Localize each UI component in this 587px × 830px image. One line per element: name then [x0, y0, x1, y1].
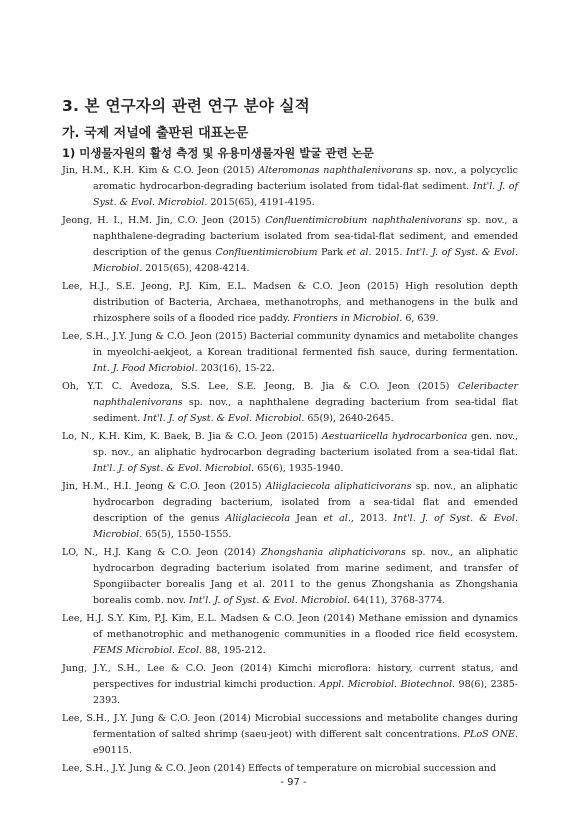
- reference-italic-text: FEMS Microbiol. Ecol.: [93, 645, 203, 656]
- reference-italic-text: Celeribacter naphthalenivorans: [93, 381, 518, 408]
- reference-text: Park: [317, 247, 347, 258]
- reference-text: Jin, H.M., H.I. Jeong & C.O. Jeon (2015): [62, 481, 266, 492]
- reference-text: 88, 195-212.: [202, 645, 266, 656]
- reference-entry: [62, 379, 518, 427]
- reference-text: sp. nov., a polycyclic aromatic hydrocarbon-degrading bacterium isolated from tidal-flat sediment.: [93, 165, 518, 192]
- reference-text: 98(6), 2385-2393.: [93, 679, 518, 706]
- page-number: - 97 -: [280, 777, 307, 788]
- reference-text: sp. nov., an aliphatic hydrocarbon degrading bacterium isolated from marine sediment, and transfer of Spongiibacter borealis Jang et al. 2011 to the genus Zhongshania as Zhongshania borealis comb. nov.: [93, 547, 518, 606]
- reference-italic-text: Int'l. J. of Syst. & Evol. Microbiol.: [93, 247, 518, 274]
- reference-italic-text: Confluentimicrobium naphthalenivorans: [265, 215, 462, 226]
- reference-text: sp. nov., a naphthalene-degrading bacterium isolated from sea-tidal-flat sediment, and emended description of the genus: [93, 215, 518, 258]
- reference-italic-text: Int'l. J. of Syst. & Evol. Microbiol.: [143, 413, 305, 424]
- reference-text: Lee, S.H., J.Y. Jung & C.O. Jeon (2014) Effects of temperature on microbial succession and: [62, 763, 497, 774]
- reference-italic-text: Int'l. J. of Syst. & Evol. Microbiol.: [93, 463, 255, 474]
- reference-italic-text: Appl. Microbiol. Biotechnol.: [319, 679, 456, 690]
- reference-italic-text: Int'l. J. of Syst. & Evol. Microbiol.: [93, 181, 518, 208]
- reference-text: gen. nov., sp. nov., an aliphatic hydrocarbon degrading bacterium isolated from a sea-tidal flat.: [93, 431, 518, 458]
- reference-italic-text: Aliiglaciecola: [225, 513, 290, 524]
- reference-italic-text: PLoS ONE.: [463, 729, 518, 740]
- reference-italic-text: Alteromonas naphthalenivorans: [258, 165, 413, 176]
- reference-entry: [62, 611, 518, 659]
- reference-text: 2015.: [371, 247, 406, 258]
- reference-text: Oh, Y.T. C. Avedoza, S.S. Lee, S.E. Jeong, B. Jia & C.O. Jeon (2015): [62, 381, 458, 392]
- section-title: 3. 본 연구자의 관련 연구 분야 실적: [62, 97, 310, 115]
- reference-text: Jin, H.M., K.H. Kim & C.O. Jeon (2015): [62, 165, 259, 176]
- reference-italic-text: et al.: [346, 247, 372, 258]
- reference-text: LO, N., H.J. Kang & C.O. Jeon (2014): [62, 547, 262, 558]
- reference-text: 65(9), 2640-2645.: [304, 413, 394, 424]
- reference-italic-text: Int'l. J. of Syst. & Evol. Microbiol.: [93, 513, 518, 540]
- reference-entry: [62, 429, 518, 477]
- reference-text: 64(11), 3768-3774.: [350, 595, 446, 606]
- reference-text: Lee, S.H., J.Y. Jung & C.O. Jeon (2015) Bacterial community dynamics and metabolite changes in myeolchi-aekjeot, a Korean traditional fermented fish sauce, during fermentation.: [62, 331, 518, 358]
- reference-text: Lee, H.J., S.E. Jeong, P.J. Kim, E.L. Madsen & C.O. Jeon (2015) High resolution depth distribution of Bacteria, Archaea, methanotrophs, and methanogens in the bulk and rhizosphere soils of a flooded rice paddy.: [62, 281, 518, 324]
- reference-text: Lo, N., K.H. Kim, K. Baek, B. Jia & C.O. Jeon (2015): [62, 431, 322, 442]
- reference-entry: [62, 279, 518, 327]
- reference-entry: [62, 163, 518, 211]
- subsection-title: 가. 국제 저널에 출판된 대표논문: [62, 126, 249, 141]
- reference-text: 203(16), 15-22.: [197, 363, 275, 374]
- reference-text: 65(6), 1935-1940.: [254, 463, 344, 474]
- reference-text: 65(5), 1550-1555.: [142, 529, 232, 540]
- reference-text: Jeong, H. I., H.M. Jin, C.O. Jeon (2015): [62, 215, 266, 226]
- reference-italic-text: et al.: [323, 513, 351, 524]
- reference-text: Jung, J.Y., S.H., Lee & C.O. Jeon (2014) Kimchi microflora: history, current status, and perspectives for industrial kimchi production.: [62, 663, 518, 690]
- reference-text: e90115.: [93, 745, 132, 756]
- reference-italic-text: Aestuariicella hydrocarbonica: [321, 431, 468, 442]
- reference-entry: [62, 329, 518, 377]
- reference-text: sp. nov., an aliphatic hydrocarbon degrading bacterium, isolated from a sea-tidal flat and emended description of the genus: [93, 481, 518, 524]
- subsubsection-title: 1) 미생물자원의 활성 측정 및 유용미생물자원 발굴 관련 논문: [62, 146, 374, 160]
- reference-italic-text: Frontiers in Microbiol.: [292, 313, 403, 324]
- reference-text: 2015(65), 4191-4195.: [207, 197, 315, 208]
- reference-entry: [62, 545, 518, 609]
- reference-text: 2015(65), 4208-4214.: [142, 263, 250, 274]
- reference-entry: [62, 761, 518, 777]
- reference-entry: [62, 661, 518, 709]
- reference-italic-text: Zhongshania aliphaticivorans: [261, 547, 406, 558]
- reference-text: Jean: [289, 513, 324, 524]
- reference-entry: [62, 711, 518, 759]
- reference-text: , 2013.: [350, 513, 394, 524]
- reference-text: 6, 639.: [402, 313, 439, 324]
- reference-list: [62, 163, 518, 779]
- reference-entry: [62, 213, 518, 277]
- reference-text: Lee, H.J. S.Y. Kim, P.J. Kim, E.L. Madsen & C.O. Jeon (2014) Methane emission and dynamics of methanotrophic and methanogenic communities in a flooded rice field ecosystem.: [62, 613, 518, 640]
- reference-italic-text: Aliiglaciecola aliphaticivorans: [265, 481, 412, 492]
- reference-italic-text: Int. J. Food Microbiol.: [93, 363, 198, 374]
- reference-italic-text: Confluentimicrobium: [215, 247, 318, 258]
- reference-entry: [62, 479, 518, 543]
- reference-italic-text: Int'l. J. of Syst. & Evol. Microbiol.: [188, 595, 351, 606]
- reference-text: sp. nov., a naphthalene degrading bacterium from sea-tidal flat sediment.: [93, 397, 518, 424]
- reference-text: Lee, S.H., J.Y. Jung & C.O. Jeon (2014) Microbial successions and metabolite changes during fermentation of salted shrimp (saeu-jeot) with different salt concentrations.: [62, 713, 518, 740]
